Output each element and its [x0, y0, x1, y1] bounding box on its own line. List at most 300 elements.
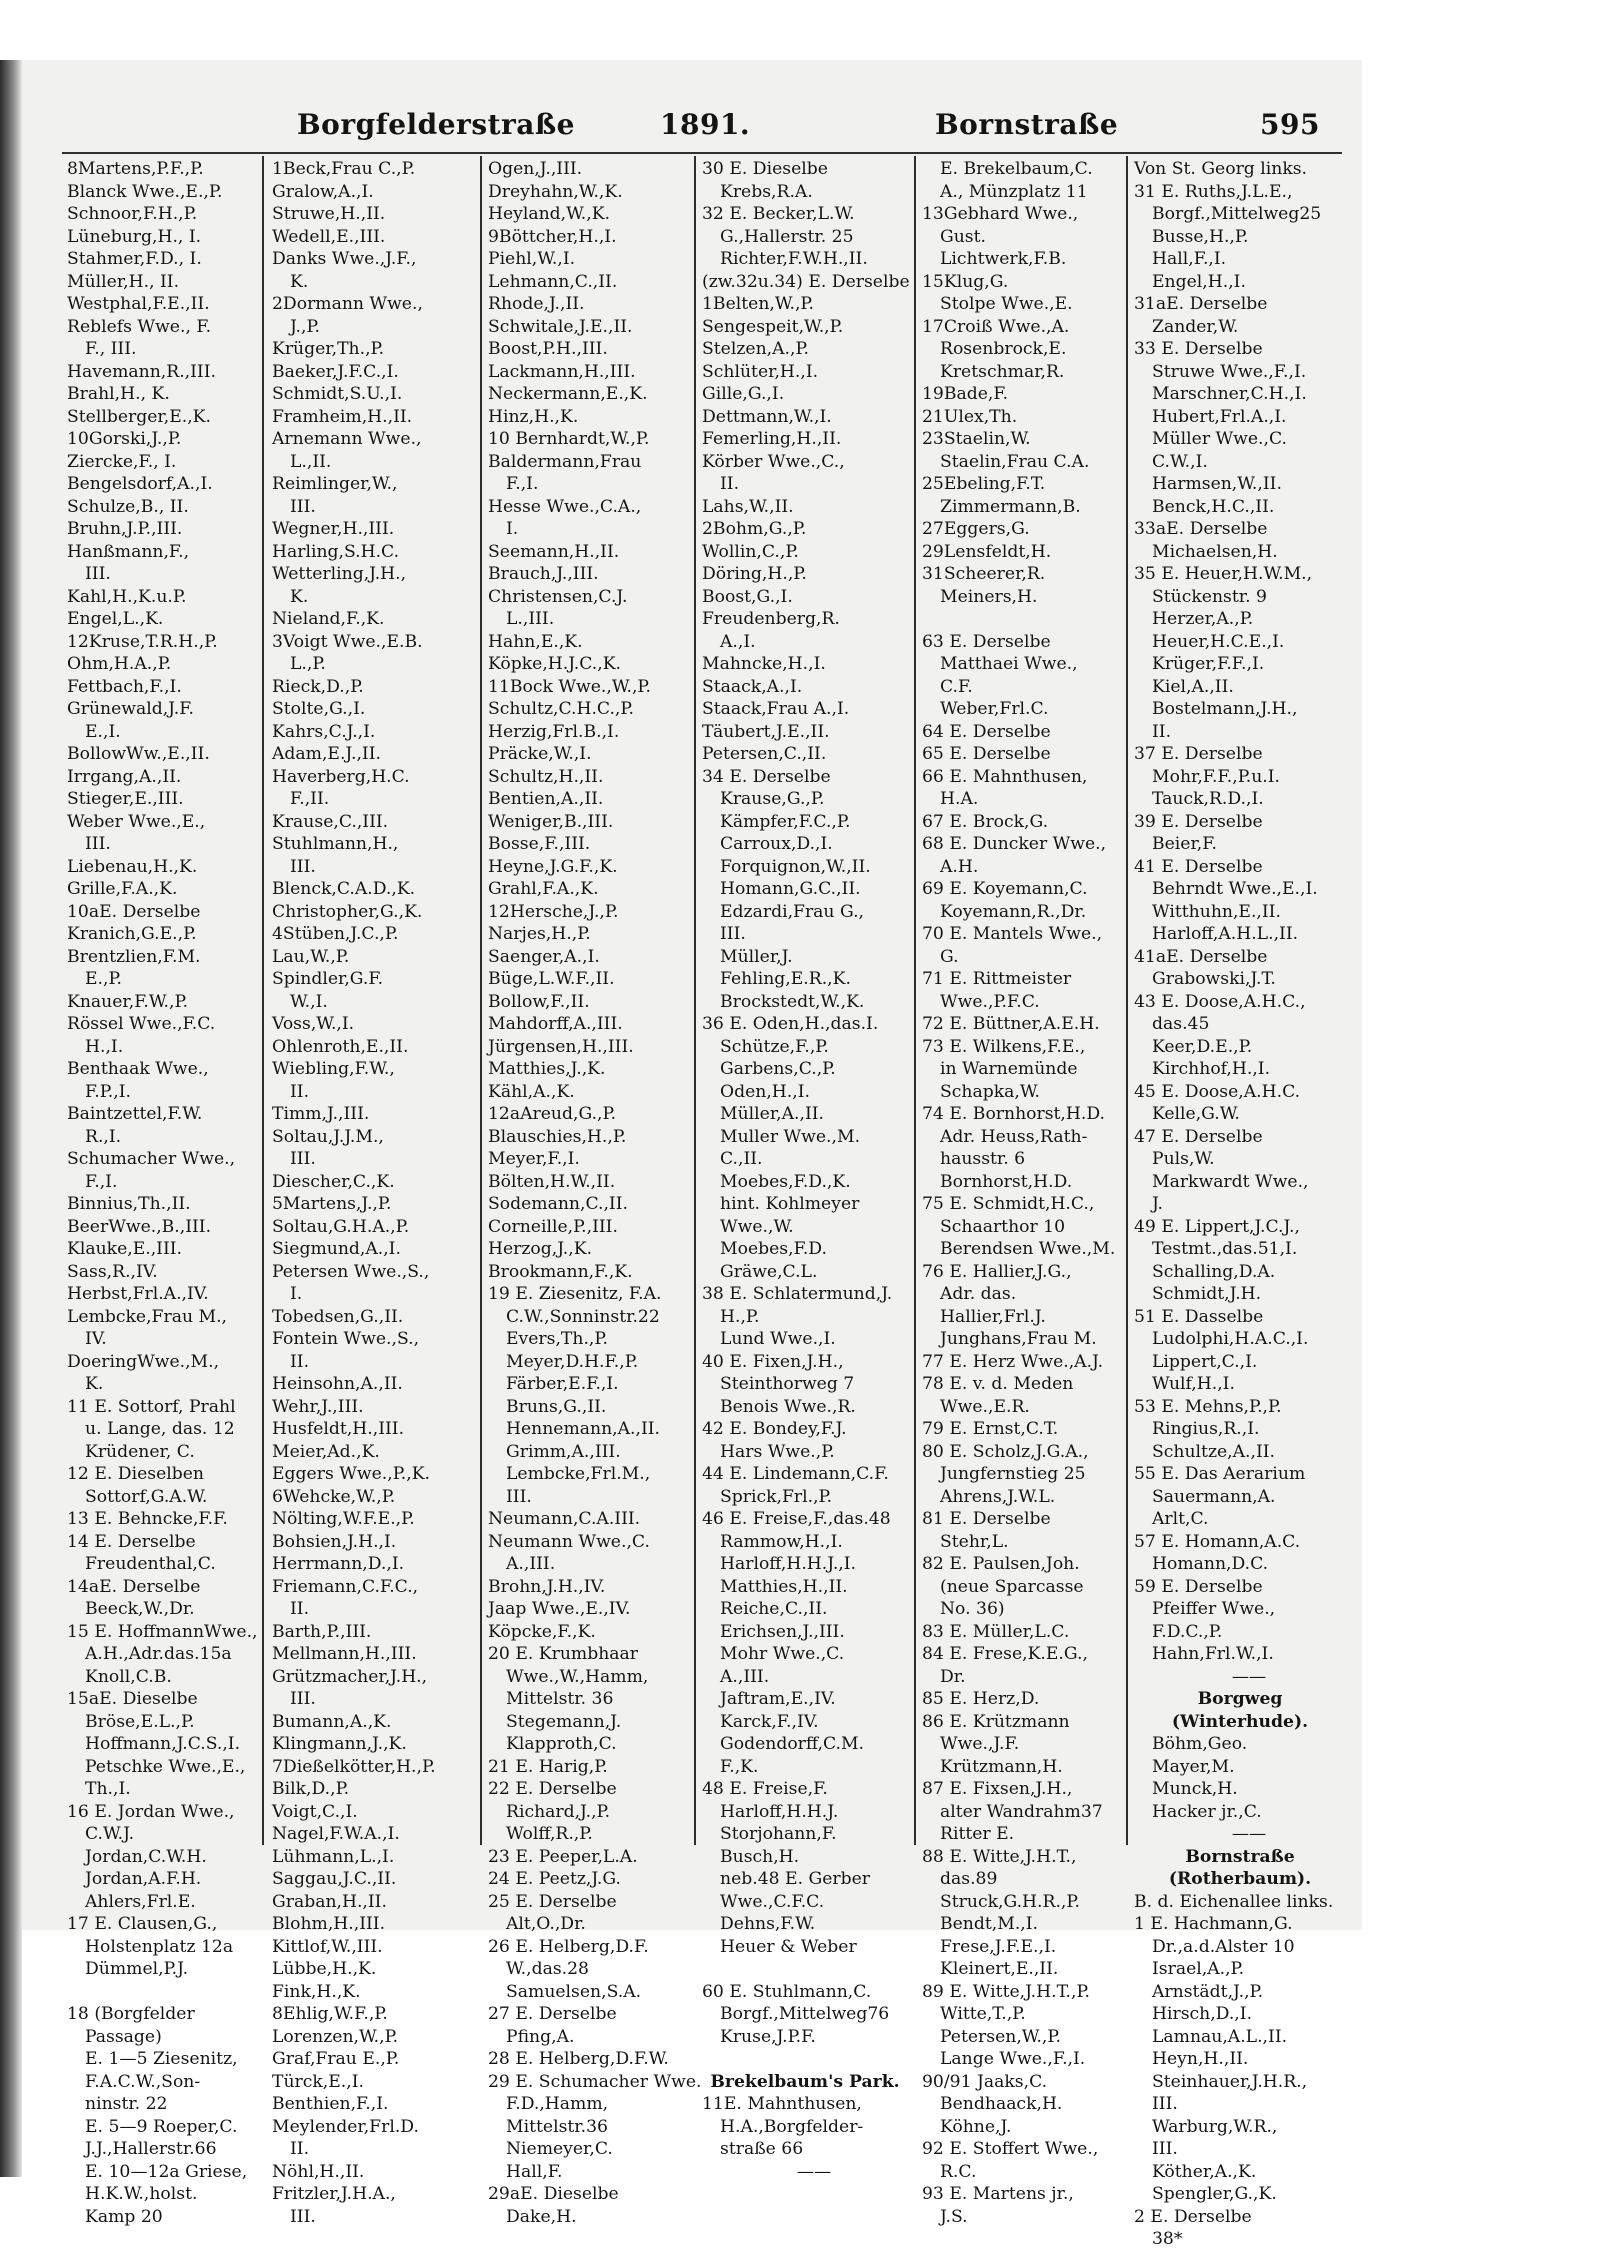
directory-line: Weber Wwe.,E.,	[67, 811, 206, 832]
directory-line: Dreyhahn,W.,K.	[488, 181, 623, 202]
directory-line: Hubert,Frl.A.,I.	[1152, 406, 1287, 427]
directory-line: Wwe.,E.R.	[940, 1396, 1030, 1417]
directory-line: 90/91 Jaaks,C.	[922, 2071, 1048, 2092]
directory-line: Neckermann,E.,K.	[488, 384, 648, 404]
directory-line: Stolpe Wwe.,E.	[940, 294, 1073, 314]
directory-line: Struwe,H.,II.	[272, 204, 386, 224]
directory-line: Lühmann,L.,I.	[272, 1846, 395, 1867]
page-number: 595	[1260, 108, 1320, 141]
directory-line: Zimmermann,B.	[940, 496, 1081, 517]
directory-line: Knoll,C.B.	[85, 1666, 172, 1687]
directory-line: Fink,H.,K.	[272, 1981, 361, 2002]
directory-line: Reblefs Wwe., F.	[67, 316, 212, 337]
directory-line: Wiebling,F.W.,	[272, 1059, 395, 1079]
directory-line: Schultze,A.,II.	[1152, 1441, 1276, 1462]
directory-line: Hennemann,A.,II.	[506, 1419, 660, 1439]
directory-line: Seemann,H.,II.	[488, 541, 620, 562]
directory-line: Köpcke,F.,K.	[488, 1621, 596, 1642]
directory-line: 25Ebeling,F.T.	[922, 474, 1046, 494]
directory-line: Muller Wwe.,M.	[720, 1126, 861, 1147]
directory-line: F.,I.	[506, 474, 539, 494]
directory-line: L.,II.	[290, 451, 332, 472]
directory-line: DoeringWwe.,M.,	[67, 1351, 220, 1372]
directory-line: Witte,T.,P.	[940, 2004, 1026, 2024]
directory-line: Krebs,R.A.	[720, 181, 813, 202]
directory-line: Saggau,J.C.,II.	[272, 1869, 397, 1889]
directory-line: J.,P.	[290, 316, 321, 337]
directory-line: Müller Wwe.,C.	[1152, 429, 1287, 449]
directory-line: Wwe.,P.F.C.	[940, 991, 1040, 1012]
directory-line: 17 E. Clausen,G.,	[67, 1914, 218, 1934]
directory-line: Mellmann,H.,III.	[272, 1644, 417, 1664]
directory-line: Ludolphi,H.A.C.,I.	[1152, 1329, 1309, 1349]
directory-line: Adr. Heuss,Rath-	[940, 1126, 1088, 1147]
directory-line: Müller,H., II.	[67, 271, 180, 292]
directory-line: Lichtwerk,F.B.	[940, 249, 1067, 269]
directory-line: 51 E. Dasselbe	[1134, 1306, 1264, 1327]
directory-line: W.,I.	[290, 991, 328, 1012]
directory-line: Engel,L.,K.	[67, 609, 164, 629]
directory-line: Klingmann,J.,K.	[272, 1734, 407, 1754]
directory-line: Graf,Frau E.,P.	[272, 2049, 400, 2069]
directory-line: Dr.	[940, 1666, 966, 1687]
directory-line: H.A.,Borgfelder-	[720, 2116, 864, 2137]
directory-line: Lüneburg,H., I.	[67, 226, 202, 247]
directory-line: Dümmel,P.J.	[85, 1959, 189, 1979]
directory-line: Benois Wwe.,R.	[720, 1396, 856, 1417]
directory-line: Grille,F.A.,K.	[67, 879, 178, 899]
directory-line: 26 E. Helberg,D.F.	[488, 1936, 649, 1957]
column-5	[922, 158, 1122, 2227]
directory-line: Kittlof,W.,III.	[272, 1936, 383, 1957]
directory-line: Jaap Wwe.,E.,IV.	[488, 1599, 631, 1619]
directory-line: Hacker jr.,C.	[1152, 1801, 1262, 1822]
directory-line: Voss,W.,I.	[272, 1014, 355, 1034]
directory-line: E.,I.	[85, 721, 121, 742]
directory-line: K.	[290, 271, 309, 292]
directory-line: BeerWwe.,B.,III.	[67, 1216, 212, 1237]
directory-line: Benck,H.C.,II.	[1152, 496, 1275, 517]
directory-line: W.,das.28	[506, 1959, 589, 1979]
directory-line: Borgf.,Mittelweg25	[1152, 204, 1322, 224]
directory-line: Nagel,F.W.A.,I.	[272, 1824, 400, 1844]
directory-line: Niemeyer,C.	[506, 2139, 613, 2159]
directory-line: Passage)	[85, 2026, 162, 2047]
directory-line: Evers,Th.,P.	[506, 1329, 608, 1349]
directory-line: 45 E. Doose,A.H.C.	[1134, 1081, 1301, 1102]
directory-line: Koyemann,R.,Dr.	[940, 901, 1087, 922]
directory-line: Wulf,H.,I.	[1152, 1374, 1235, 1394]
header-left-street: Borgfelderstraße	[297, 108, 575, 141]
directory-line: Diescher,C.,K.	[272, 1171, 395, 1192]
directory-line: Bruhn,J.P.,III.	[67, 519, 183, 539]
directory-line: Nölting,W.F.E.,P.	[272, 1509, 415, 1529]
directory-line: Storjohann,F.	[720, 1824, 837, 1844]
directory-line: Lorenzen,W.,P.	[272, 2026, 399, 2047]
directory-line: Hahn,Frl.W.,I.	[1152, 1644, 1274, 1664]
directory-line: 29 E. Schumacher Wwe.	[488, 2071, 702, 2092]
directory-line: G.,Hallerstr. 25	[720, 226, 854, 247]
directory-line: Bruns,G.,II.	[506, 1396, 607, 1417]
directory-line: Kähl,A.,K.	[488, 1081, 575, 1102]
directory-line: Ahlers,Frl.E.	[85, 1891, 196, 1912]
directory-line: 22 E. Derselbe	[488, 1779, 617, 1799]
directory-line: Dake,H.	[506, 2206, 577, 2227]
directory-line: Krüger,F.F.,I.	[1152, 654, 1265, 674]
directory-line: F.D.,Hamm,	[506, 2094, 609, 2114]
directory-line: Bendt,M.,I.	[940, 1914, 1039, 1934]
directory-line: 21Ulex,Th.	[922, 406, 1018, 427]
directory-line: III.	[506, 1486, 532, 1507]
directory-line: neb.48 E. Gerber	[720, 1869, 871, 1889]
directory-line: 78 E. v. d. Meden	[922, 1374, 1074, 1394]
directory-line: Hesse Wwe.,C.A.,	[488, 496, 642, 517]
directory-line: I.	[290, 1284, 303, 1304]
column-divider	[480, 156, 482, 1845]
directory-line: II.	[1152, 721, 1172, 742]
directory-line: Dehns,F.W.	[720, 1914, 816, 1934]
directory-line: J.J.,Hallerstr.66	[85, 2139, 217, 2159]
directory-line: Mittelstr. 36	[506, 1689, 614, 1709]
directory-line: Türck,E.,I.	[272, 2071, 364, 2092]
directory-line: II.	[290, 1351, 310, 1372]
directory-line: Stegemann,J.	[506, 1711, 622, 1732]
column-6	[1134, 158, 1346, 2249]
directory-line: Heinsohn,A.,II.	[272, 1374, 403, 1394]
directory-line: 30 E. Dieselbe	[702, 159, 828, 179]
directory-line: Soltau,J.J.M.,	[272, 1126, 384, 1147]
directory-line: Moebes,F.D.	[720, 1239, 827, 1259]
directory-line: Gräwe,C.L.	[720, 1261, 818, 1282]
directory-line: Stückenstr. 9	[1152, 586, 1267, 607]
section-title: (Rotherbaum).	[1168, 1869, 1312, 1889]
directory-line: C.,II.	[720, 1149, 763, 1169]
directory-line: Staelin,Frau C.A.	[940, 451, 1090, 472]
directory-line: Heuer & Weber	[720, 1936, 857, 1957]
directory-line: Wwe.,C.F.C.	[720, 1891, 825, 1912]
directory-line: 81 E. Derselbe	[922, 1509, 1051, 1529]
directory-line: F., III.	[85, 339, 137, 359]
directory-line: E. 1—5 Ziesenitz,	[85, 2049, 238, 2069]
directory-line: Borgf.,Mittelweg76	[720, 2004, 890, 2024]
directory-line: F.,II.	[290, 789, 330, 809]
directory-line: 67 E. Brock,G.	[922, 811, 1049, 832]
directory-line: Munck,H.	[1152, 1779, 1238, 1799]
directory-line: J.S.	[940, 2206, 968, 2227]
directory-line: Heyn,H.,II.	[1152, 2049, 1249, 2069]
directory-line: (neue Sparcasse	[940, 1576, 1084, 1597]
directory-line: Christensen,C.J.	[488, 586, 628, 607]
directory-line: Rosenbrock,E.	[940, 339, 1067, 359]
directory-line: Sodemann,C.,II.	[488, 1194, 628, 1214]
directory-line: 3Voigt Wwe.,E.B.	[272, 631, 423, 652]
directory-line: Ohm,H.A.,P.	[67, 654, 172, 674]
directory-line: straße 66	[720, 2139, 804, 2159]
directory-line: Warburg,W.R.,	[1152, 2116, 1278, 2137]
directory-page	[22, 60, 1362, 2249]
directory-line: Wetterling,J.H.,	[272, 564, 407, 584]
directory-line: Bornhorst,H.D.	[940, 1171, 1073, 1192]
directory-line: Kruse,J.P.F.	[720, 2026, 816, 2047]
directory-line: Karck,F.,IV.	[720, 1711, 819, 1732]
directory-line: Behrndt Wwe.,E.,I.	[1152, 879, 1318, 899]
directory-line: Bölten,H.W.,II.	[488, 1171, 616, 1192]
directory-line: 25 E. Derselbe	[488, 1891, 617, 1912]
directory-line: Testmt.,das.51,I.	[1152, 1239, 1298, 1259]
directory-line: Alt,O.,Dr.	[506, 1914, 586, 1934]
directory-line: 79 E. Ernst,C.T.	[922, 1419, 1059, 1439]
directory-line: 2Dormann Wwe.,	[272, 294, 423, 314]
directory-line: Westphal,F.E.,II.	[67, 294, 210, 314]
directory-line: Heuer,H.C.E.,I.	[1152, 631, 1285, 652]
directory-line: Matthaei Wwe.,	[940, 654, 1078, 674]
directory-line: Grabowski,J.T.	[1152, 969, 1276, 989]
directory-line: Kahrs,C.J.,I.	[272, 721, 376, 742]
directory-line: Dr.,a.d.Alster 10	[1152, 1936, 1295, 1957]
directory-line: Homann,D.C.	[1152, 1554, 1269, 1574]
directory-line: Stehr,L.	[940, 1531, 1009, 1552]
directory-line: Schütze,F.,P.	[720, 1036, 829, 1057]
directory-line: Bentien,A.,II.	[488, 789, 604, 809]
directory-line: L.,III.	[506, 609, 555, 629]
directory-line: Bohsien,J.H.,I.	[272, 1531, 397, 1552]
directory-line: Barth,P.,III.	[272, 1621, 372, 1642]
directory-line: Richard,J.,P.	[506, 1801, 611, 1822]
directory-line: Kretschmar,R.	[940, 361, 1065, 382]
directory-line: Körber Wwe.,C.,	[702, 451, 845, 472]
directory-line: 11Bock Wwe.,W.,P.	[488, 676, 651, 697]
directory-line: Busse,H.,P.	[1152, 226, 1249, 247]
directory-line: 84 E. Frese,K.E.G.,	[922, 1644, 1088, 1664]
directory-line: Benthien,F.,I.	[272, 2094, 389, 2114]
directory-line: Junghans,Frau M.	[940, 1329, 1097, 1349]
directory-line: Lehmann,C.,II.	[488, 271, 618, 292]
directory-line: Saenger,A.,I.	[488, 946, 600, 967]
directory-line: 65 E. Derselbe	[922, 744, 1051, 764]
directory-line: Schmidt,S.U.,I.	[272, 384, 403, 404]
directory-line: Wedell,E.,III.	[272, 226, 386, 247]
header-year: 1891.	[660, 108, 751, 141]
directory-line: Th.,I.	[85, 1779, 131, 1799]
directory-line: Mohr,F.F.,P.u.I.	[1152, 766, 1281, 787]
directory-line: III.	[1152, 2139, 1178, 2159]
directory-line: 34 E. Derselbe	[702, 766, 831, 787]
directory-line: 93 E. Martens jr.,	[922, 2184, 1074, 2204]
directory-line: Frese,J.F.E.,I.	[940, 1936, 1057, 1957]
header-rule	[62, 152, 1342, 154]
column-3	[488, 158, 702, 2227]
directory-line: 24 E. Peetz,J.G.	[488, 1869, 621, 1889]
directory-line: 59 E. Derselbe	[1134, 1576, 1263, 1597]
directory-line: Pfing,A.	[506, 2026, 575, 2047]
directory-line: Brockstedt,W.,K.	[720, 991, 865, 1012]
directory-line: Busch,H.	[720, 1846, 800, 1867]
directory-line	[67, 1981, 259, 2004]
directory-line: 72 E. Büttner,A.E.H.	[922, 1014, 1100, 1034]
directory-line: 13Gebhard Wwe.,	[922, 204, 1079, 224]
directory-line: Wolff,R.,P.	[506, 1824, 593, 1844]
directory-line: Jordan,C.W.H.	[85, 1846, 207, 1867]
directory-line: Friemann,C.F.C.,	[272, 1576, 419, 1597]
directory-line: Petersen,W.,P.	[940, 2026, 1061, 2047]
directory-line: Hars Wwe.,P.	[720, 1441, 835, 1462]
directory-line: Kelle,G.W.	[1152, 1104, 1240, 1124]
directory-line: 12aAreud,G.,P.	[488, 1104, 617, 1124]
directory-line: F.P.,I.	[85, 1081, 131, 1102]
directory-line: 42 E. Bondey,F.J.	[702, 1419, 847, 1439]
directory-line: Rieck,D.,P.	[272, 676, 364, 697]
directory-line: Sass,R.,IV.	[67, 1261, 158, 1282]
directory-line: 48 E. Freise,F.	[702, 1779, 828, 1799]
directory-line: Jordan,A.F.H.	[85, 1869, 202, 1889]
directory-line: Mahdorff,A.,III.	[488, 1014, 623, 1034]
directory-line: Lahs,W.,II.	[702, 496, 794, 517]
directory-line: Framheim,H.,II.	[272, 406, 413, 427]
directory-line: 17Croiß Wwe.,A.	[922, 316, 1070, 337]
directory-line: Grimm,A.,III.	[506, 1441, 621, 1462]
directory-line: III.	[85, 834, 111, 854]
directory-line: Herzog,J.,K.	[488, 1239, 593, 1259]
directory-line: 1 E. Hachmann,G.	[1134, 1914, 1293, 1934]
directory-line: ninstr. 22	[85, 2094, 168, 2114]
directory-line: Haverberg,H.C.	[272, 766, 410, 787]
directory-line: 83 E. Müller,L.C.	[922, 1621, 1070, 1642]
directory-line: 36 E. Oden,H.,das.I.	[702, 1014, 879, 1034]
directory-line: Hirsch,D.,I.	[1152, 2004, 1253, 2024]
directory-line: Arnemann Wwe.,	[272, 429, 422, 449]
directory-line: 85 E. Herz,D.	[922, 1689, 1040, 1709]
directory-line: Krüger,Th.,P.	[272, 339, 385, 359]
directory-line: Neumann,C.A.III.	[488, 1509, 641, 1529]
directory-line: Blauschies,H.,P.	[488, 1126, 627, 1147]
directory-line: 31Scheerer,R.	[922, 564, 1046, 584]
directory-line	[702, 1958, 908, 1981]
directory-line: Steinthorweg 7	[720, 1374, 855, 1394]
directory-line: 33 E. Derselbe	[1134, 339, 1263, 359]
directory-line: 55 E. Das Aerarium	[1134, 1464, 1306, 1484]
directory-line: Keer,D.E.,P.	[1152, 1036, 1253, 1057]
column-2	[272, 158, 474, 2227]
directory-line: Carroux,D.,I.	[720, 834, 833, 854]
directory-line: Dettmann,W.,I.	[702, 406, 832, 427]
directory-line: Mohr Wwe.,C.	[720, 1644, 845, 1664]
directory-line: Binnius,Th.,II.	[67, 1194, 191, 1214]
directory-line: Stelzen,A.,P.	[702, 339, 809, 359]
directory-line: 5Martens,J.,P.	[272, 1194, 392, 1214]
directory-line: Färber,E.F.,I.	[506, 1374, 619, 1394]
directory-line: 38 E. Schlatermund,J.	[702, 1284, 893, 1304]
directory-line: III.	[290, 496, 316, 517]
directory-line: Fritzler,J.H.A.,	[272, 2184, 396, 2204]
directory-line: H.A.	[940, 789, 979, 809]
directory-line: Petersen Wwe.,S.,	[272, 1261, 430, 1282]
directory-line: Corneille,P.,III.	[488, 1216, 618, 1237]
directory-line: Narjes,H.,P.	[488, 924, 591, 944]
directory-line: E. 5—9 Roeper,C.	[85, 2116, 238, 2137]
directory-line: R.,I.	[85, 1126, 122, 1147]
directory-line: 6Wehcke,W.,P.	[272, 1486, 396, 1507]
directory-line: Grünewald,J.F.	[67, 699, 194, 719]
directory-line: 9Böttcher,H.,I.	[488, 226, 617, 247]
directory-line: 63 E. Derselbe	[922, 631, 1051, 652]
directory-line: Kleinert,E.,II.	[940, 1959, 1059, 1979]
directory-line: Hahn,E.,K.	[488, 631, 583, 652]
directory-line: Holstenplatz 12a	[85, 1936, 234, 1957]
column-divider	[694, 156, 696, 1845]
directory-line: III.	[720, 924, 746, 944]
directory-line: 41 E. Derselbe	[1134, 856, 1263, 877]
directory-line: Meyer,F.,I.	[488, 1149, 580, 1169]
directory-line: Marschner,C.H.,I.	[1152, 384, 1307, 404]
directory-line: Gille,G.,I.	[702, 384, 785, 404]
directory-line: Büge,L.W.F.,II.	[488, 969, 615, 989]
directory-line: Zander,W.	[1152, 316, 1239, 337]
directory-line: Hall,F.	[506, 2161, 563, 2182]
directory-line: C.F.	[940, 676, 973, 697]
directory-line: Wollin,C.,P.	[702, 541, 799, 562]
directory-line: E. Brekelbaum,C.	[940, 159, 1093, 179]
directory-line: Reiche,C.,II.	[720, 1599, 828, 1619]
directory-line: Homann,G.C.,II.	[720, 879, 861, 899]
directory-line: Sauermann,A.	[1152, 1486, 1276, 1507]
directory-line: Wwe.,J.F.	[940, 1734, 1020, 1754]
directory-line: Engel,H.,I.	[1152, 271, 1246, 292]
directory-line: 1Beck,Frau C.,P.	[272, 159, 416, 179]
directory-line: Lund Wwe.,I.	[720, 1329, 836, 1349]
directory-line: 70 E. Mantels Wwe.,	[922, 924, 1103, 944]
directory-line: 71 E. Rittmeister	[922, 969, 1072, 989]
directory-line: 76 E. Hallier,J.G.,	[922, 1261, 1072, 1282]
directory-line: Sprick,Frl.,P.	[720, 1486, 833, 1507]
directory-line: 73 E. Wilkens,F.E.,	[922, 1036, 1086, 1057]
directory-line: 16 E. Jordan Wwe.,	[67, 1801, 235, 1822]
directory-line: Meylender,Frl.D.	[272, 2116, 419, 2137]
directory-line: Puls,W.	[1152, 1149, 1215, 1169]
directory-line: III.	[1152, 2094, 1178, 2114]
directory-line	[922, 608, 1122, 631]
column-4	[702, 158, 910, 2182]
directory-line: Samuelsen,S.A.	[506, 1981, 642, 2002]
directory-line: 4Stüben,J.C.,P.	[272, 924, 399, 944]
directory-line: Lackmann,H.,III.	[488, 361, 636, 382]
directory-line: 21 E. Harig,P.	[488, 1756, 608, 1777]
directory-line: ——	[796, 2161, 832, 2182]
directory-line: Blanck Wwe.,E.,P.	[67, 181, 223, 202]
directory-line: 74 E. Bornhorst,H.D.	[922, 1104, 1105, 1124]
directory-line: Jungfernstieg 25	[940, 1464, 1086, 1484]
directory-line: 46 E. Freise,F.,das.48	[702, 1509, 891, 1529]
directory-line: F.D.C.,P.	[1152, 1621, 1223, 1642]
directory-line: Bostelmann,J.H.,	[1152, 699, 1298, 719]
directory-line: Kiel,A.,II.	[1152, 676, 1234, 697]
section-title: (Winterhude).	[1171, 1711, 1309, 1732]
directory-line: Gralow,A.,I.	[272, 181, 374, 202]
directory-line: 10aE. Derselbe	[67, 901, 201, 922]
directory-line: Harloff,H.H.J.	[720, 1801, 839, 1822]
directory-line: 31aE. Derselbe	[1134, 294, 1268, 314]
directory-line: Stieger,E.,III.	[67, 789, 184, 809]
directory-line: Freudenberg,R.	[702, 609, 840, 629]
directory-line: Bendhaack,H.	[940, 2094, 1063, 2114]
directory-line: 18 (Borgfelder	[67, 2004, 195, 2024]
directory-line: Gust.	[940, 226, 986, 247]
directory-line: Irrgang,A.,II.	[67, 766, 182, 787]
section-title: Borgweg	[1197, 1689, 1283, 1709]
directory-line: 10Gorski,J.,P.	[67, 429, 182, 449]
directory-line: K.	[85, 1374, 104, 1394]
directory-line: Arnstädt,J.,P.	[1152, 1981, 1264, 2002]
directory-line: IV.	[85, 1329, 107, 1349]
